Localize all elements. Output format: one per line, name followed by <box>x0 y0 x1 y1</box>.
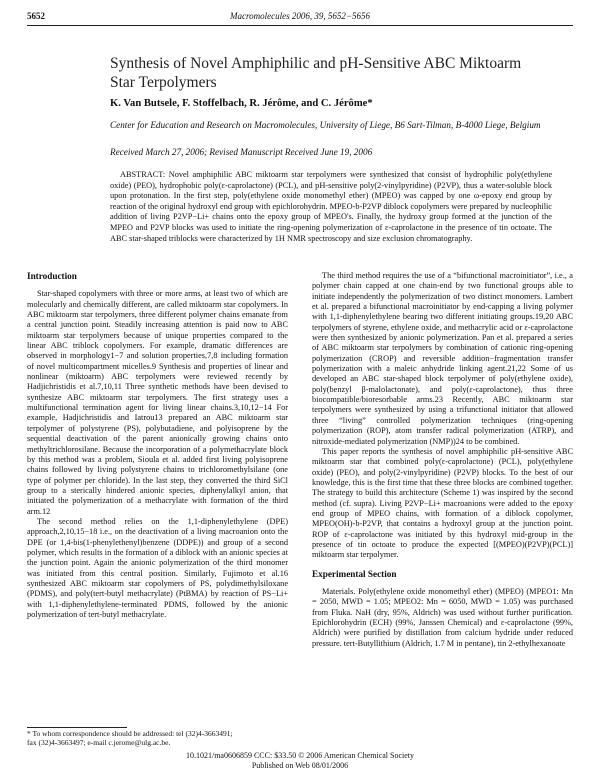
intro-paragraph-4: This paper reports the synthesis of novel amphiphilic pH-sensitive ABC miktoarm star that combined poly(ε-caprolactone) (PCL), poly(ethylene oxide) (PEO), and poly(2-vinylpyridine) (P2VP) blocks. To the best of our knowledge, this is the first time that these three blocks are combined together. The strategy to build this architecture (Scheme 1) was inspired by the second method (cf. supra). Living P2VP−Li+ macroanions were added to the epoxy end group of MPEO chains, with formation of a diblock copolymer, MPEO(OH)-b-P2VP, that contains a hydroxyl group at the junction point. ROP of ε-caprolactone was initiated by this hydroxyl mid-group in the presence of tin octoate to produce the expected [(MPEO)(P2VP)(PCL)] miktoarm star terpolymer. <box>312 446 573 560</box>
published-line: Published on Web 08/01/2006 <box>251 761 349 770</box>
section-experimental: Experimental Section <box>312 568 397 579</box>
page-number: 5652 <box>27 11 45 21</box>
right-column <box>312 271 573 649</box>
footnote-line-2: fax (32)4-3663497; e-mail c.jerome@ulg.ac.be. <box>27 738 171 747</box>
affiliation: Center for Education and Research on Macromolecules, University of Liege, B6 Sart-Tilman, B-4000 Liege, Belgium <box>110 120 541 130</box>
intro-paragraph-1: Star-shaped copolymers with three or more arms, at least two of which are molecularly and chemically different, are called miktoarm star copolymers. In ABC miktoarm star terpolymers, three different polymer chains emanate from a central junction point. Steadily increasing attention is paid now to ABC miktoarm star terpolymers because of unique properties compared to the linear ABC triblock copolymers. For example, dramatic differences are observed in morphology1−7 and solution properties,7,8 including formation of novel multicompartment micelles.9 Synthesis and properties of linear and nonlinear (miktoarm) ABC terpolymers were reviewed recently by Hadjichristidis et al.7,10,11 Three synthetic methods have been devised to synthesize ABC miktoarm star terpolymers. The first strategy uses a multifunctional termination agent for living linear chains.3,10,12−14 For example, Hadjichristidis and Iatrou13 prepared an ABC miktoarm star terpolymer of polystyrene (PS), polybutadiene, and polyisoprene by the sequential deactivation of the parent anionically growing chains onto methyltrichlorosilane. Because the incorporation of a polymethacrylate block by this method was a problem, Sioula et al. added first living polyisoprene chains followed by living polystyrene chains to trichloromethylsilane (one type of polymer per chloride). In the last step, they converted the third SiCl group to a sterically hindered anionic species, diphenylalkyl anion, that initiated the polymerization of a methacrylate with formation of the third arm.12 <box>27 289 288 516</box>
intro-paragraph-3: The third method requires the use of a “bifunctional macroinitiator”, i.e., a polymer chain capped at one chain-end by two functional groups able to initiate independently the polymerization of two distinct monomers. Lambert et al. prepared a bifunctional macroinitiator by end-capping a living polymer with 1,1-diphenylethylene bearing two different initiating groups.19,20 ABC terpolymers of styrene, ethylene oxide, and methacrylic acid or ε-caprolactone were then synthesized by anionic polymerization. Pan et al. prepared a series of ABC miktoarm star terpolymers by combination of cationic ring-opening polymerization (CROP) and reversible addition−fragmentation transfer polymerization with a maleic anhydride linking agent.21,22 Some of us developed an ABC star-shaped block terpolymer of poly(ethylene oxide), poly(benzyl β-malolactonate), and poly(ε-caprolactone), thus three biocompatible/bioresorbable arms.23 Recently, ABC miktoarm star terpolymers were synthesized by using a trifunctional initiator that allowed three “living” controlled polymerization techniques (ring-opening polymerization (ROP), atom transfer radical polymerization (ATRP), and nitroxide-mediated polymerization (NMP))24 to be combined. <box>312 271 573 446</box>
abstract <box>110 170 552 244</box>
abstract-text: ABSTRACT: Novel amphiphilic ABC miktoarm star terpolymers were synthesized that consist of hydrophilic poly(ethylene oxide) (PEO), hydrophobic poly(ε-caprolactone) (PCL), and pH-sensitive poly(2-vinylpyridine) (P2VP), thus a water-soluble block upon protonation. In the first step, poly(ethylene oxide monomethyl ether) (MPEO) was capped by one ω-epoxy end group by reaction of the original hydroxyl end group with epichlorohydrin. MPEO-b-P2VP diblock copolymers were prepared by nucleophilic addition of living P2VP−Li+ chains onto the epoxy group of MPEO's. Finally, the hydroxy group formed at the junction of the MPEO and P2VP blocks was used to initiate the ring-opening polymerization of ε-caprolactone in the presence of tin octoate. The ABC star-shaped triblocks were characterized by 1H NMR spectroscopy and size exclusion chromatography. <box>110 170 552 243</box>
intro-paragraph-2: The second method relies on the 1,1-diphenylethylene (DPE) approach,2,10,15−18 i.e., on the deactivation of a living macroanion onto the DPE (or 1,4-bis(1-phenylethenyl)benzene (DDPE)) and group of a second polymer, which results in the formation of a diblock with an anionic species at the junction point. Again the anionic polymerization of the third monomer was initiated from this central position. Similarly, Fujimoto et al.16 synthesized ABC miktoarm star copolymers of PS, polydimethylsiloxane (PDMS), and poly(tert-butyl methacrylate) (PtBMA) by reaction of PS−Li+ with 1,1-diphenylethylene-terminated PDMS, followed by the anionic polymerization of tert-butyl methacrylate. <box>27 516 288 619</box>
left-column <box>27 271 288 620</box>
footnote-line-1: * To whom correspondence should be addressed: tel (32)4-3663491; <box>27 729 233 738</box>
materials-paragraph: Materials. Poly(ethylene oxide monomethyl ether) (MPEO) (MPEO1: Mn = 2050, MWD = 1.05; MPEO2: Mn = 6050, MWD = 1.05) was purchased from Fluka. NaH (dry, 95%, Aldrich) was used without further purification. Epichlorohydrin (ECH) (99%, Janssen Chemical) and ε-caprolactone (99%, Aldrich) were purified by distillation from calcium hydride under reduced pressure. tert-Butyllithium (Aldrich, 1.7 M in pentane), tin 2-ethylhexanoate <box>312 586 573 648</box>
authors: K. Van Butsele, F. Stoffelbach, R. Jérôme, and C. Jérôme* <box>110 98 373 109</box>
section-introduction: Introduction <box>27 271 77 281</box>
correspondence-footnote <box>27 729 288 747</box>
article-title: Synthesis of Novel Amphiphilic and pH-Sensitive ABC Miktoarm Star Terpolymers <box>110 55 522 91</box>
footnote-rule <box>27 727 127 728</box>
journal-header: Macromolecules 2006, 39, 5652−5656 <box>230 11 370 21</box>
received-dates: Received March 27, 2006; Revised Manuscript Received June 19, 2006 <box>110 147 373 157</box>
page-footer <box>0 751 600 771</box>
doi-line: 10.1021/ma0606859 CCC: $33.50 © 2006 American Chemical Society <box>185 751 415 760</box>
header-rule <box>27 25 573 26</box>
